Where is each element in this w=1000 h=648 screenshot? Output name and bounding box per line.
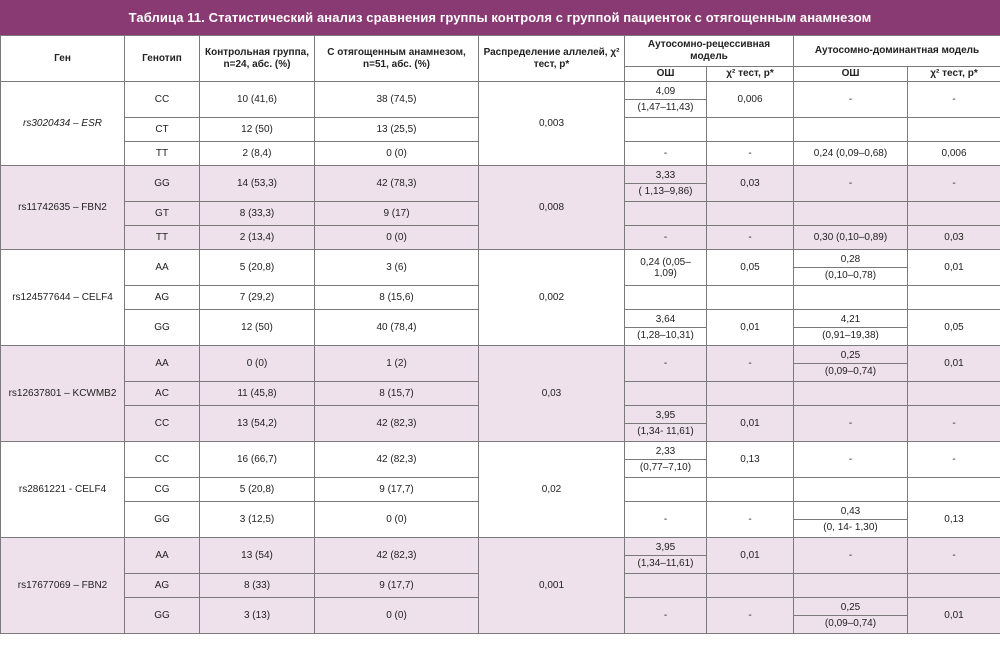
header-genotype: Генотип <box>125 36 200 82</box>
control-cell: 12 (50) <box>200 118 315 142</box>
genotype-cell: AA <box>125 346 200 382</box>
rec-or-cell <box>625 502 707 538</box>
dom-or-value: 0,25 <box>840 350 861 361</box>
allele-p-cell: 0,002 <box>479 250 625 346</box>
allele-p-cell: 0,001 <box>479 538 625 634</box>
gene-name-text: rs17677069 – FBN2 <box>17 580 108 591</box>
control-cell: 3 (13) <box>200 598 315 634</box>
rec-or-value: 3,33 <box>655 170 676 181</box>
dom-or-cell <box>794 142 908 166</box>
genotype-cell: CC <box>125 82 200 118</box>
dom-p-cell: 0,01 <box>908 598 1000 634</box>
dom-p-cell <box>908 202 1000 226</box>
dom-or-cell <box>794 346 908 382</box>
rec-or-cell <box>625 82 707 118</box>
gene-name <box>1 166 125 250</box>
gene-name-text: rs11742635 – FBN2 <box>18 202 107 213</box>
burdened-cell: 0 (0) <box>315 502 479 538</box>
dom-or-value: - <box>848 94 853 105</box>
rec-p-cell: 0,01 <box>707 310 794 346</box>
rec-or-cell <box>625 142 707 166</box>
header-dom-or: ОШ <box>794 67 908 82</box>
burdened-cell: 9 (17,7) <box>315 478 479 502</box>
table-row <box>1 346 1000 382</box>
dom-or-cell <box>794 598 908 634</box>
header-rec-or: ОШ <box>625 67 707 82</box>
gene-name <box>1 82 125 166</box>
dom-or-cell <box>794 82 908 118</box>
allele-p-cell: 0,03 <box>479 346 625 442</box>
rec-p-cell: 0,03 <box>707 166 794 202</box>
dom-p-cell <box>908 478 1000 502</box>
rec-p-cell: - <box>707 346 794 382</box>
burdened-cell: 42 (82,3) <box>315 442 479 478</box>
control-cell: 0 (0) <box>200 346 315 382</box>
burdened-cell: 0 (0) <box>315 142 479 166</box>
dom-p-cell: 0,01 <box>908 346 1000 382</box>
header-gene: Ген <box>1 36 125 82</box>
dom-p-cell: - <box>908 82 1000 118</box>
dom-p-cell <box>908 574 1000 598</box>
rec-p-cell <box>707 574 794 598</box>
allele-p-cell: 0,02 <box>479 442 625 538</box>
dom-or-value: - <box>848 418 853 429</box>
burdened-cell: 0 (0) <box>315 598 479 634</box>
rec-or-cell <box>625 442 707 478</box>
rec-or-cell <box>625 310 707 346</box>
dom-p-cell: 0,13 <box>908 502 1000 538</box>
control-cell: 5 (20,8) <box>200 478 315 502</box>
gene-name <box>1 250 125 346</box>
dom-p-cell: 0,01 <box>908 250 1000 286</box>
rec-p-cell: 0,13 <box>707 442 794 478</box>
control-cell: 10 (41,6) <box>200 82 315 118</box>
control-cell: 16 (66,7) <box>200 442 315 478</box>
rec-p-cell <box>707 286 794 310</box>
dom-ci-value: (0,09–0,74) <box>794 615 907 629</box>
dom-p-cell <box>908 286 1000 310</box>
burdened-cell: 8 (15,7) <box>315 382 479 406</box>
rec-p-cell <box>707 478 794 502</box>
rec-p-cell: 0,05 <box>707 250 794 286</box>
header-burdened: С отягощенным анамнезом, n=51, абс. (%) <box>315 36 479 82</box>
gene-name-text: rs124577644 – CELF4 <box>12 292 113 303</box>
dom-or-cell <box>794 286 908 310</box>
rec-or-value: 4,09 <box>655 86 676 97</box>
genotype-cell: AA <box>125 250 200 286</box>
rec-ci-value: (1,34- 11,61) <box>625 423 706 437</box>
rec-or-cell <box>625 118 707 142</box>
rec-or-value: - <box>663 610 668 621</box>
header-recessive: Аутосомно-рецессивная модель <box>625 36 794 67</box>
gene-name <box>1 538 125 634</box>
rec-or-cell <box>625 574 707 598</box>
rec-p-cell: - <box>707 598 794 634</box>
rec-p-cell: - <box>707 142 794 166</box>
dom-p-cell: - <box>908 166 1000 202</box>
dom-ci-value: (0,10–0,78) <box>794 267 907 281</box>
dom-or-cell <box>794 118 908 142</box>
dom-or-cell <box>794 478 908 502</box>
dom-or-cell <box>794 442 908 478</box>
control-cell: 13 (54) <box>200 538 315 574</box>
genotype-cell: CG <box>125 478 200 502</box>
genotype-cell: GG <box>125 310 200 346</box>
rec-or-cell <box>625 478 707 502</box>
genotype-cell: CC <box>125 442 200 478</box>
control-cell: 8 (33) <box>200 574 315 598</box>
allele-p-cell: 0,003 <box>479 82 625 166</box>
dom-or-cell <box>794 574 908 598</box>
dom-or-cell <box>794 202 908 226</box>
dom-or-cell <box>794 382 908 406</box>
dom-or-cell <box>794 538 908 574</box>
table-body <box>1 82 1000 634</box>
dom-ci-value: (0, 14- 1,30) <box>794 519 907 533</box>
control-cell: 12 (50) <box>200 310 315 346</box>
header-dominant: Аутосомно-доминантная модель <box>794 36 1000 67</box>
rec-or-cell <box>625 286 707 310</box>
dom-p-cell: - <box>908 538 1000 574</box>
control-cell: 2 (8,4) <box>200 142 315 166</box>
control-cell: 8 (33,3) <box>200 202 315 226</box>
burdened-cell: 3 (6) <box>315 250 479 286</box>
dom-or-cell <box>794 310 908 346</box>
genotype-cell: TT <box>125 142 200 166</box>
dom-or-value: 0,30 (0,10–0,89) <box>813 232 888 243</box>
burdened-cell: 8 (15,6) <box>315 286 479 310</box>
dom-or-cell <box>794 406 908 442</box>
rec-or-value: 2,33 <box>655 446 676 457</box>
rec-or-value: - <box>663 148 668 159</box>
control-cell: 11 (45,8) <box>200 382 315 406</box>
burdened-cell: 9 (17,7) <box>315 574 479 598</box>
table-row <box>1 82 1000 118</box>
gene-name-text: rs3020434 – ESR <box>23 118 102 129</box>
dom-or-value: 0,24 (0,09–0,68) <box>813 148 888 159</box>
rec-or-value: 0,24 (0,05– 1,09) <box>640 256 691 279</box>
dom-or-value: - <box>848 454 853 465</box>
gene-name <box>1 346 125 442</box>
rec-or-cell <box>625 538 707 574</box>
burdened-cell: 42 (78,3) <box>315 166 479 202</box>
dom-or-value: 4,21 <box>840 314 861 325</box>
dom-ci-value: (0,09–0,74) <box>794 363 907 377</box>
control-cell: 2 (13,4) <box>200 226 315 250</box>
table-row <box>1 250 1000 286</box>
burdened-cell: 0 (0) <box>315 226 479 250</box>
allele-p-cell: 0,008 <box>479 166 625 250</box>
burdened-cell: 9 (17) <box>315 202 479 226</box>
rec-ci-value: (0,77–7,10) <box>625 459 706 473</box>
dom-p-cell: 0,03 <box>908 226 1000 250</box>
rec-or-value: - <box>663 514 668 525</box>
burdened-cell: 38 (74,5) <box>315 82 479 118</box>
dom-p-cell: 0,006 <box>908 142 1000 166</box>
rec-or-cell <box>625 202 707 226</box>
rec-p-cell: - <box>707 226 794 250</box>
genotype-cell: GG <box>125 166 200 202</box>
rec-p-cell: 0,01 <box>707 538 794 574</box>
burdened-cell: 42 (82,3) <box>315 538 479 574</box>
table-title: Таблица 11. Статистический анализ сравнения группы контроля с группой пациенток с отягощенным анамнезом <box>0 0 1000 35</box>
genotype-cell: AC <box>125 382 200 406</box>
table-row <box>1 538 1000 574</box>
rec-or-value: 3,95 <box>655 410 676 421</box>
dom-or-value: 0,28 <box>840 254 861 265</box>
genotype-cell: GT <box>125 202 200 226</box>
genotype-cell: TT <box>125 226 200 250</box>
rec-or-cell <box>625 346 707 382</box>
rec-p-cell <box>707 382 794 406</box>
rec-or-value: 3,64 <box>655 314 676 325</box>
rec-or-value: 3,95 <box>655 542 676 553</box>
burdened-cell: 13 (25,5) <box>315 118 479 142</box>
burdened-cell: 42 (82,3) <box>315 406 479 442</box>
genotype-cell: GG <box>125 598 200 634</box>
burdened-cell: 1 (2) <box>315 346 479 382</box>
rec-p-cell <box>707 202 794 226</box>
genotype-cell: AG <box>125 574 200 598</box>
stats-table <box>0 35 1000 634</box>
header-allele-dist: Распределение аллелей, χ² тест, p* <box>479 36 625 82</box>
rec-ci-value: (1,28–10,31) <box>625 327 706 341</box>
dom-or-cell <box>794 166 908 202</box>
control-cell: 13 (54,2) <box>200 406 315 442</box>
header-control: Контрольная группа, n=24, абс. (%) <box>200 36 315 82</box>
control-cell: 14 (53,3) <box>200 166 315 202</box>
dom-or-cell <box>794 502 908 538</box>
rec-or-cell <box>625 226 707 250</box>
dom-or-cell <box>794 250 908 286</box>
rec-ci-value: (1,34–11,61) <box>625 555 706 569</box>
gene-name <box>1 442 125 538</box>
genotype-cell: GG <box>125 502 200 538</box>
control-cell: 5 (20,8) <box>200 250 315 286</box>
gene-name-text: rs12637801 – KCWMB2 <box>8 388 117 399</box>
genotype-cell: CC <box>125 406 200 442</box>
rec-p-cell: 0,01 <box>707 406 794 442</box>
rec-p-cell: 0,006 <box>707 82 794 118</box>
header-dom-chi: χ² тест, p* <box>908 67 1000 82</box>
dom-p-cell: 0,05 <box>908 310 1000 346</box>
rec-p-cell <box>707 118 794 142</box>
genotype-cell: AA <box>125 538 200 574</box>
dom-or-value: - <box>848 550 853 561</box>
dom-p-cell <box>908 382 1000 406</box>
genotype-cell: AG <box>125 286 200 310</box>
rec-or-cell <box>625 166 707 202</box>
dom-p-cell: - <box>908 442 1000 478</box>
control-cell: 7 (29,2) <box>200 286 315 310</box>
rec-or-cell <box>625 406 707 442</box>
rec-ci-value: ( 1,13–9,86) <box>625 183 706 197</box>
dom-or-value: 0,25 <box>840 602 861 613</box>
rec-or-value: - <box>663 358 668 369</box>
burdened-cell: 40 (78,4) <box>315 310 479 346</box>
table-row <box>1 166 1000 202</box>
rec-ci-value: (1,47–11,43) <box>625 99 706 113</box>
rec-or-cell <box>625 382 707 406</box>
dom-ci-value: (0,91–19,38) <box>794 327 907 341</box>
gene-name-text: rs2861221 - CELF4 <box>18 484 107 495</box>
rec-or-value: - <box>663 232 668 243</box>
genotype-cell: CT <box>125 118 200 142</box>
control-cell: 3 (12,5) <box>200 502 315 538</box>
dom-p-cell <box>908 118 1000 142</box>
dom-or-cell <box>794 226 908 250</box>
dom-p-cell: - <box>908 406 1000 442</box>
table-row <box>1 442 1000 478</box>
dom-or-value: - <box>848 178 853 189</box>
rec-p-cell: - <box>707 502 794 538</box>
dom-or-value: 0,43 <box>840 506 861 517</box>
header-rec-chi: χ² тест, p* <box>707 67 794 82</box>
rec-or-cell <box>625 598 707 634</box>
table-container <box>0 35 1000 648</box>
rec-or-cell <box>625 250 707 286</box>
